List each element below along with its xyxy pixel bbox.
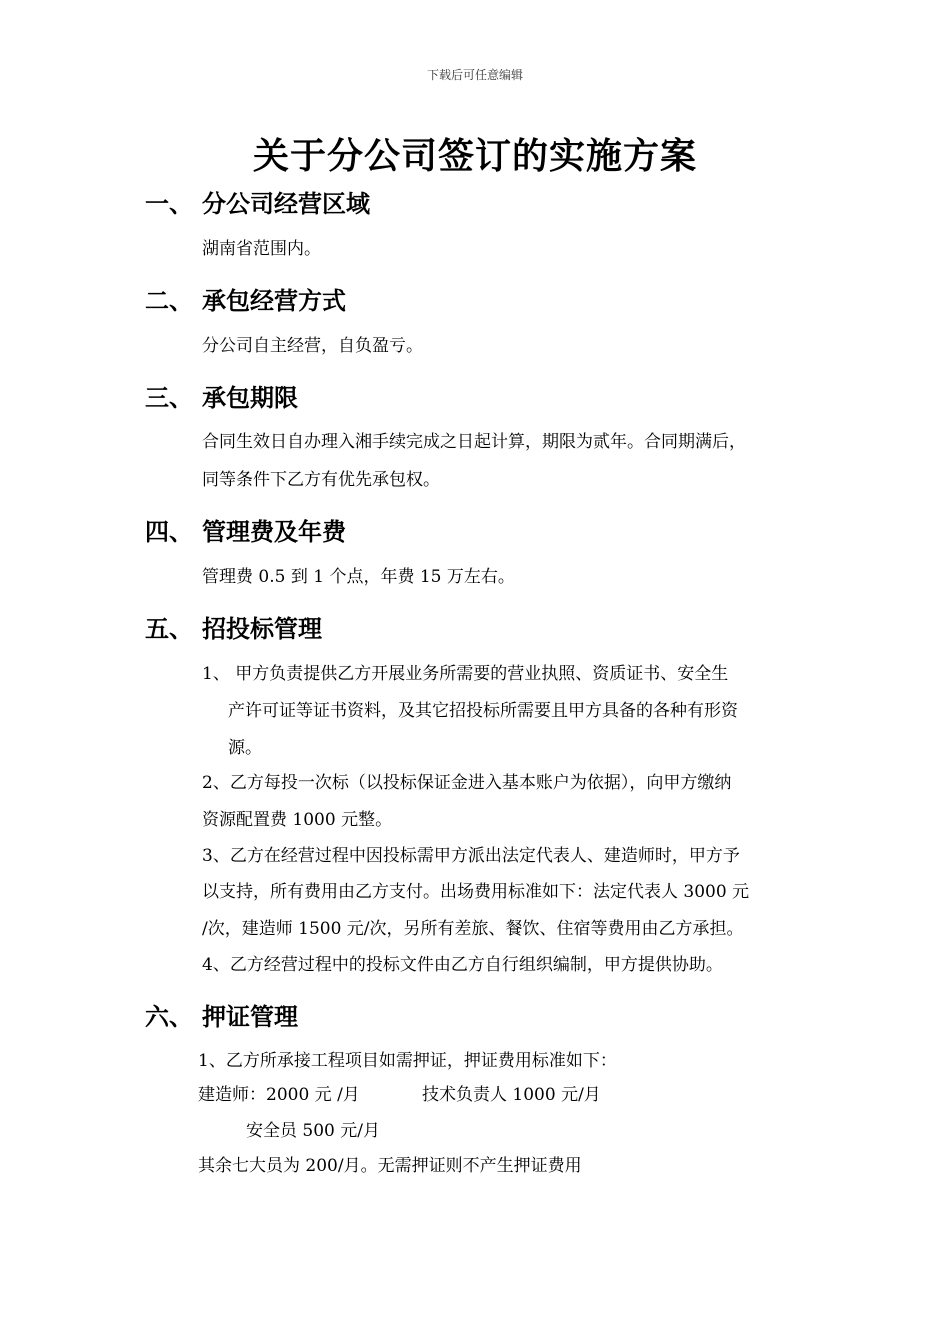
section-heading-6 (145, 997, 298, 1032)
paragraph-line: 分公司自主经营，自负盈亏。 (202, 336, 423, 356)
list-item-line: 2、乙方每投一次标（以投标保证金进入基本账户为依据），向甲方缴纳 (202, 773, 732, 793)
section-heading-1 (145, 184, 370, 219)
paragraph-line: 湖南省范围内。 (202, 239, 321, 259)
section-title: 承包经营方式 (202, 287, 346, 315)
section-heading-5 (145, 609, 322, 644)
list-item-line: 1、 甲方负责提供乙方开展业务所需要的营业执照、资质证书、安全生 (202, 664, 729, 684)
list-item-line: 源。 (228, 738, 262, 758)
section-heading-2 (145, 281, 346, 316)
section-heading-3 (145, 378, 298, 413)
section-number: 六、 (145, 1003, 193, 1031)
paragraph-line: 同等条件下乙方有优先承包权。 (202, 470, 440, 490)
section-heading-4 (145, 512, 346, 547)
section-number: 二、 (145, 287, 193, 315)
section-title: 招投标管理 (202, 615, 322, 643)
header-note: 下载后可任意编辑 (426, 68, 523, 82)
list-item-line: 1、乙方所承接工程项目如需押证，押证费用标准如下： (198, 1051, 617, 1071)
section-number: 三、 (145, 384, 193, 412)
list-item-line: /次，建造师 1500 元/次，另所有差旅、餐饮、住宿等费用由乙方承担。 (202, 919, 744, 939)
section-title: 管理费及年费 (202, 518, 346, 546)
document-title: 关于分公司签订的实施方案 (252, 136, 697, 177)
fee-other-staff: 其余七大员为 200/月。无需押证则不产生押证费用 (198, 1156, 582, 1176)
section-number: 五、 (145, 615, 193, 643)
list-item-line: 4、乙方经营过程中的投标文件由乙方自行组织编制，甲方提供协助。 (202, 955, 723, 975)
list-item-line: 3、乙方在经营过程中因投标需甲方派出法定代表人、建造师时，甲方予 (202, 846, 740, 866)
list-item-line: 产许可证等证书资料，及其它招投标所需要且甲方具备的各种有形资 (228, 701, 738, 721)
fee-technical-lead: 技术负责人 1000 元/月 (422, 1085, 601, 1105)
list-item-line: 资源配置费 1000 元整。 (202, 810, 393, 830)
section-title: 分公司经营区域 (202, 190, 370, 218)
section-title: 承包期限 (202, 384, 298, 412)
paragraph-line: 管理费 0.5 到 1 个点，年费 15 万左右。 (202, 567, 515, 587)
section-title: 押证管理 (202, 1003, 298, 1031)
list-item-line: 以支持，所有费用由乙方支付。出场费用标准如下：法定代表人 3000 元 (202, 882, 750, 902)
fee-safety-officer: 安全员 500 元/月 (246, 1121, 380, 1141)
paragraph-line: 合同生效日自办理入湘手续完成之日起计算，期限为贰年。合同期满后， (202, 432, 746, 452)
section-number: 四、 (145, 518, 193, 546)
fee-builder: 建造师：2000 元 /月 (198, 1085, 360, 1105)
section-number: 一、 (145, 190, 193, 218)
